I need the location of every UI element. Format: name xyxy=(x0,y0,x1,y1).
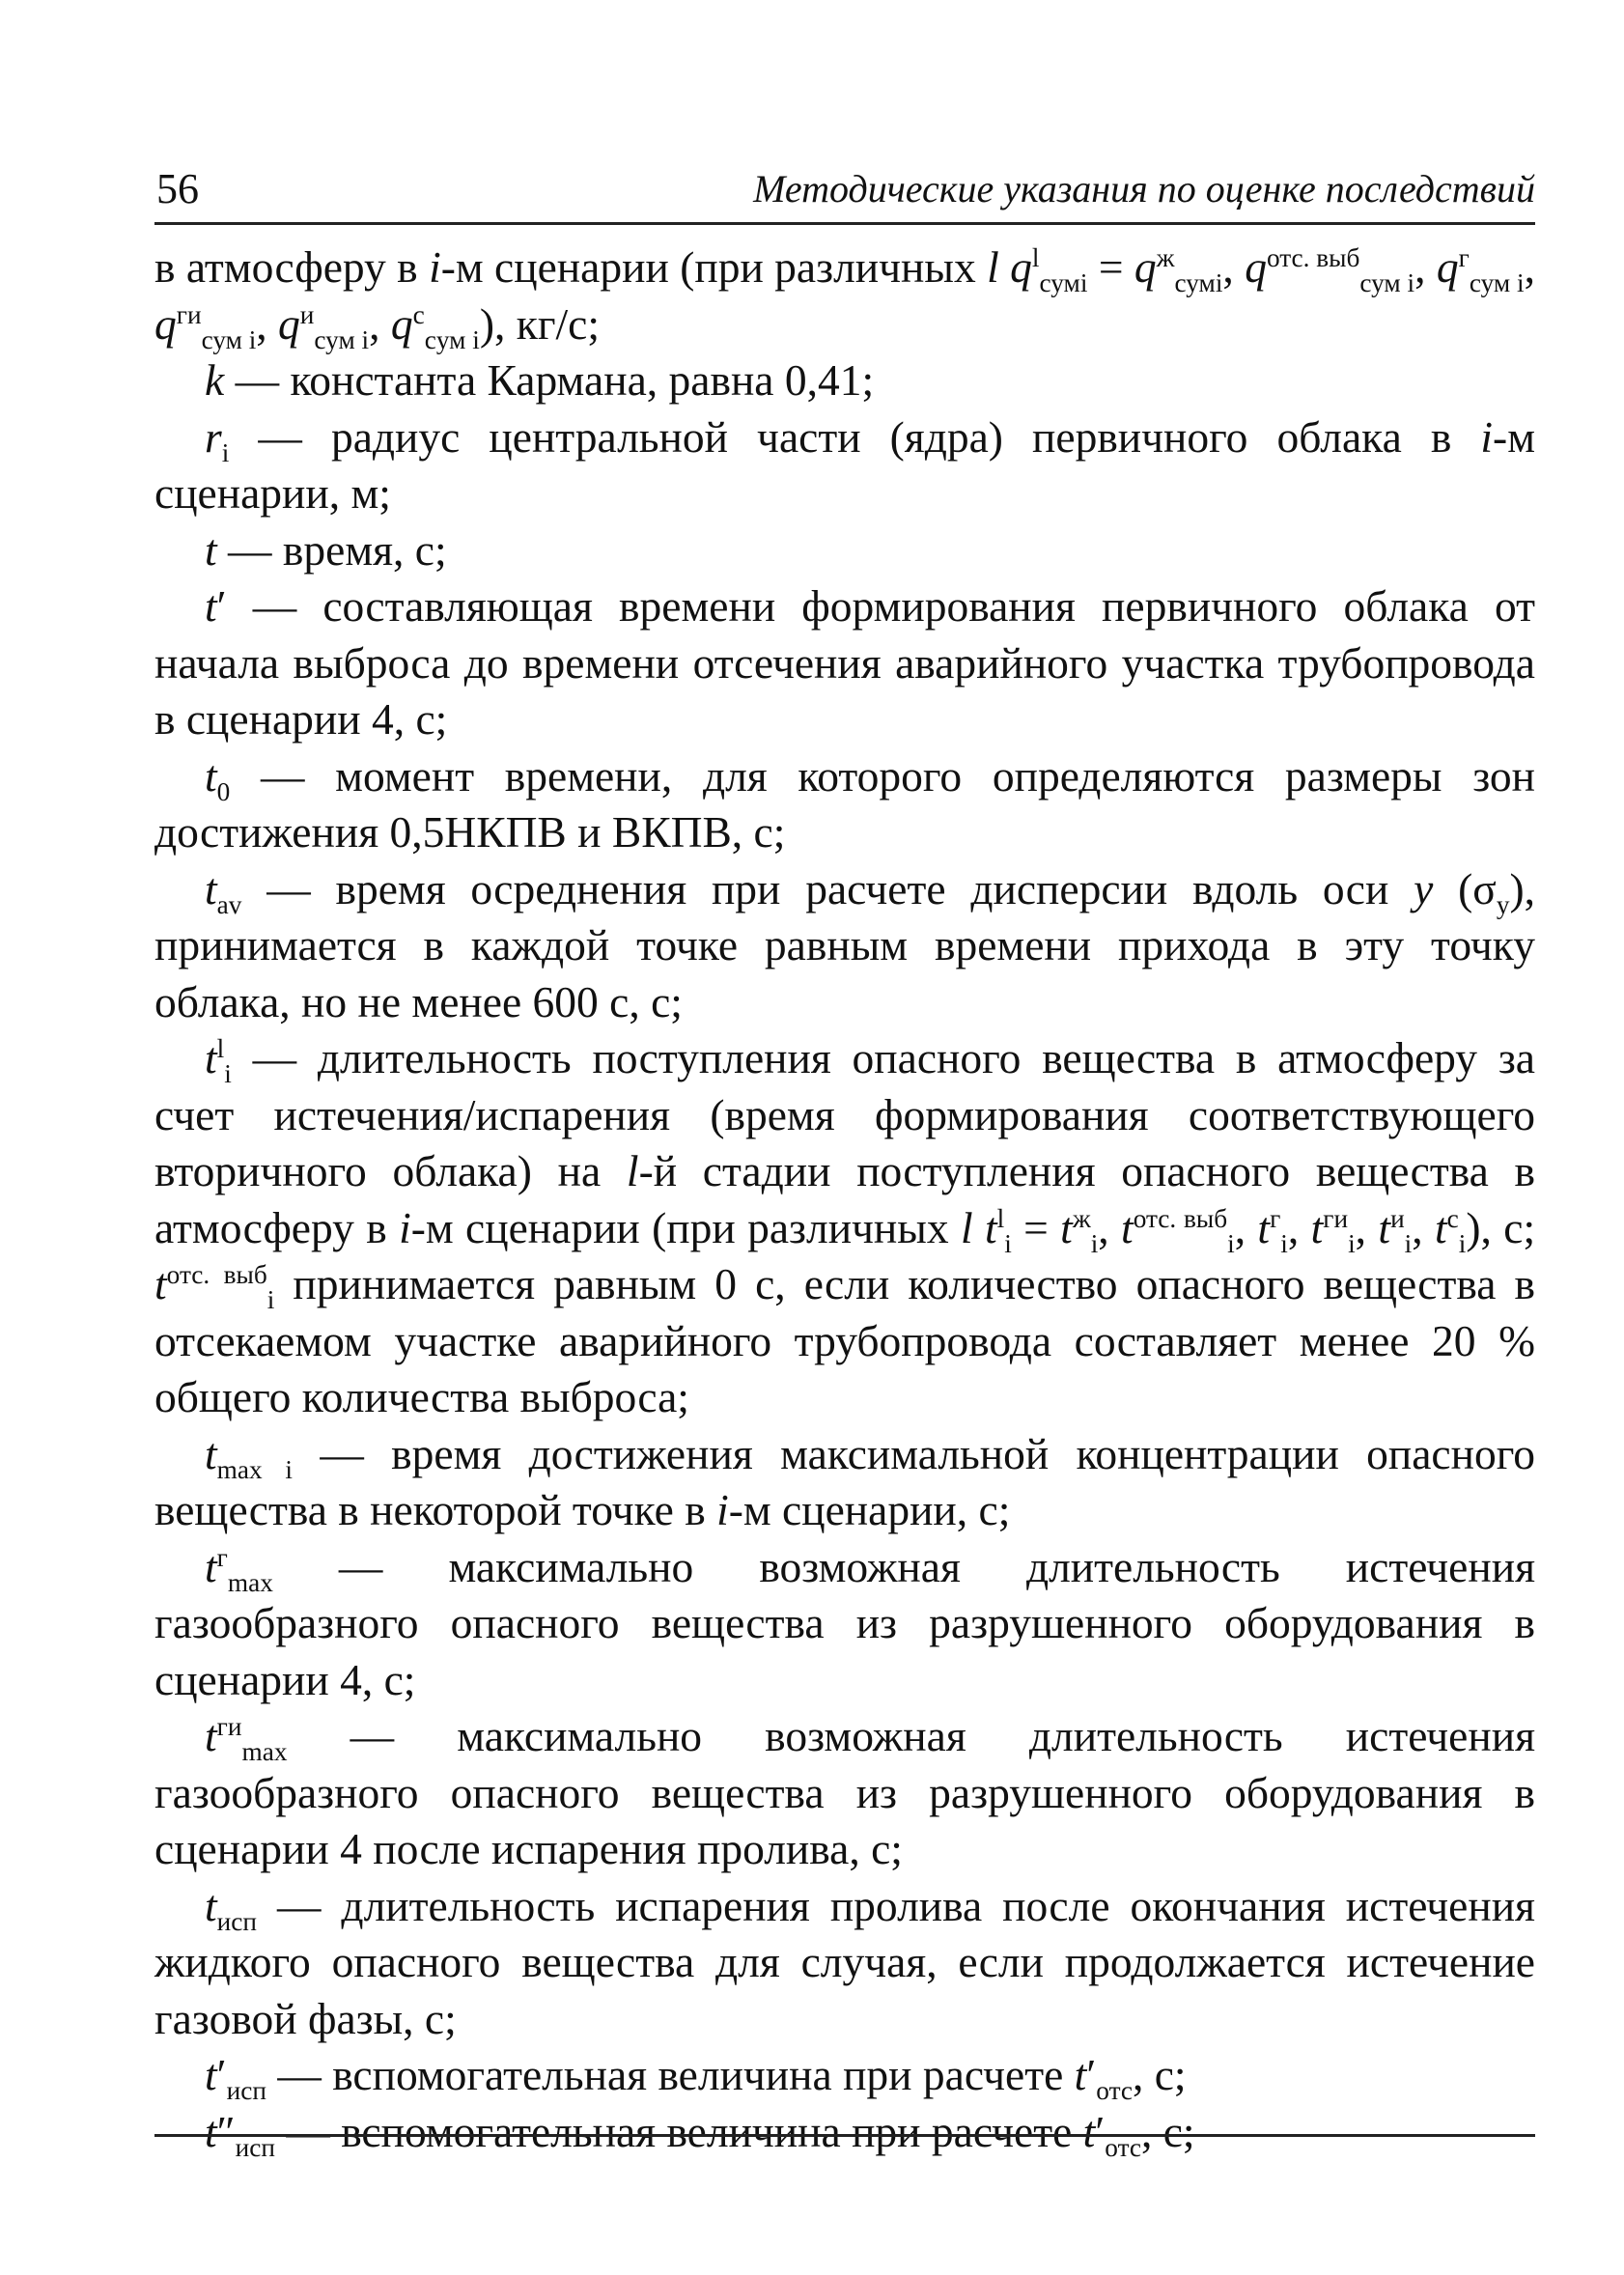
paragraph-tisp: $t_{исп}$ — длительность испарения пролива после окончания истечения жидкого опасного вещества для случая, если продолжается истечение газовой фазы, с; xyxy=(154,1880,1535,2043)
paragraph-ri: $r_i$ — радиус центральной части (ядра) первичного облака в i-м сценарии, м; xyxy=(154,411,1535,518)
paragraph-t-dprime-isp: $t''_{исп}$ — вспомогательная величина при расчете $t'_{отс}$, с; xyxy=(205,2106,1195,2162)
paragraph-k: k — константа Кармана, равна 0,41; xyxy=(205,355,875,405)
paragraph-1: в атмосферу в i-м сценарии (при различных l $q^l_{сумi} = q^ж_{сумi}$, $q^{отс. выб}_{сум i}$, $q^г_{сум i}$, $q^{ги}_{сум i}$, $q^и_{сум i}$, $q^с_{cум i}$), кг/с; xyxy=(154,242,1535,354)
paragraph-t: t — время, с; xyxy=(205,524,447,575)
paragraph-tgi-max: $t^{ги}_{max}$ — максимально возможная длительность истечения газообразного опасного вещества из разрушенного оборудования в сценарии 4 после испарения пролива, с; xyxy=(154,1711,1535,1873)
page-header xyxy=(154,162,1535,225)
paragraph-tli: $t^l_i$ — длительность поступления опасного вещества в атмосферу за счет истечения/испарения (время формирования соответствующего вторичного облака) на l-й стадии поступления опасного вещества в атмосферу в i-м сценарии (при различных l $t^l_i = t^ж_i$, $t^{отс. выб}_i$, $t^г_i$, $t^{ги}_i$, $t^и_i$, $t^с_i$), с; $t^{отс. выб}_i$ принимается равным 0 с, если количество опасного вещества в отсекаемом участке аварийного трубопровода составляет менее 20 % общего количества выброса; xyxy=(154,1033,1536,1421)
page-body xyxy=(154,239,1535,2160)
paragraph-t-prime-isp: $t'_{исп}$ — вспомогательная величина при расчете $t'_{отс}$, с; xyxy=(205,2050,1187,2106)
paragraph-t-prime: t′ — составляющая времени формирования первичного облака от начала выброса до времени отсечения аварийного участка трубопровода в сценарии 4, с; xyxy=(154,581,1535,744)
paragraph-t0: $t_0$ — момент времени, для которого определяются размеры зон достижения 0,5НКПВ и ВКПВ, с; xyxy=(154,750,1535,857)
paragraph-tmax: $t_{max i}$ — время достижения максимальной концентрации опасного вещества в некоторой точке в i-м сценарии, с; xyxy=(154,1428,1535,1534)
footer-rule xyxy=(154,2134,1535,2137)
paragraph-tav: $t_{av}$ — время осреднения при расчете дисперсии вдоль оси y $(\sigma_y)$, принимается в каждой точке равным времени прихода в эту точку облака, но не менее 600 с, с; xyxy=(154,863,1535,1026)
running-title: Методические указания по оценке последствий xyxy=(753,167,1535,211)
paragraph-tg-max: $t^г_{max}$ — максимально возможная длительность истечения газообразного опасного вещества из разрушенного оборудования в сценарии 4, с; xyxy=(154,1541,1535,1704)
page-number: 56 xyxy=(156,165,199,212)
